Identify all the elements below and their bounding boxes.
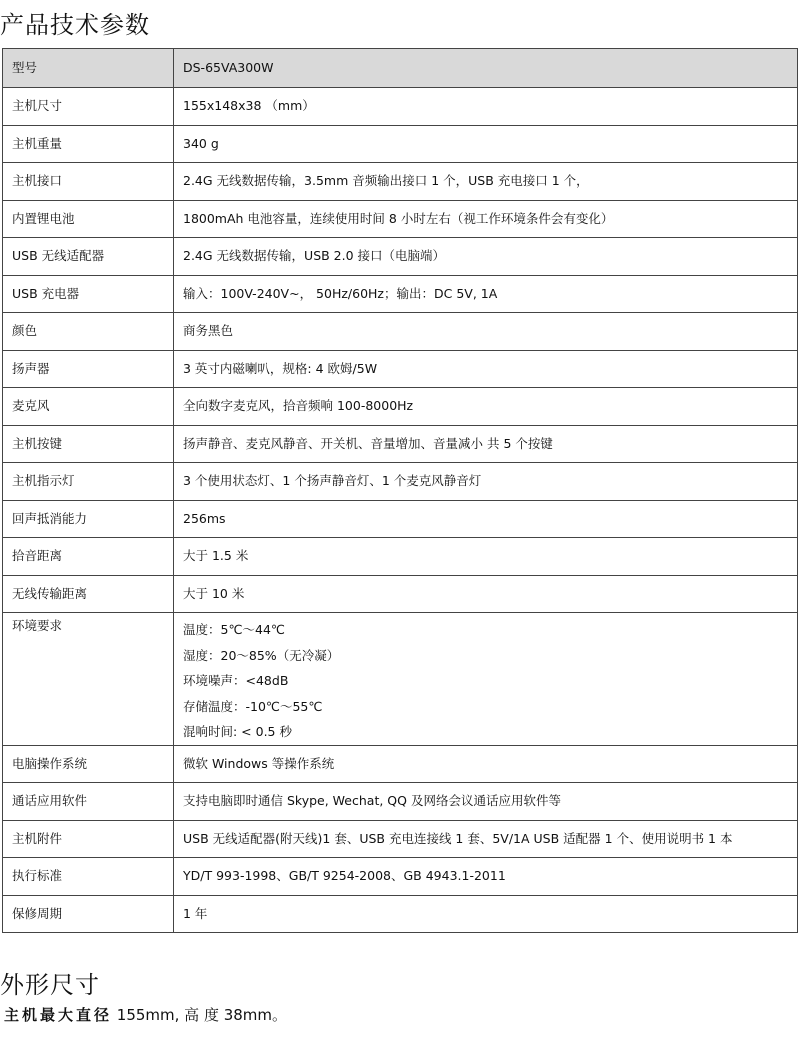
spec-value: 1 年 bbox=[174, 895, 798, 933]
spec-label: 电脑操作系统 bbox=[3, 745, 174, 783]
table-row bbox=[3, 388, 798, 426]
spec-label: 回声抵消能力 bbox=[3, 500, 174, 538]
table-row bbox=[3, 858, 798, 896]
spec-value: 2.4G 无线数据传输，USB 2.0 接口（电脑端） bbox=[174, 238, 798, 276]
table-row bbox=[3, 820, 798, 858]
spec-value: YD/T 993-1998、GB/T 9254-2008、GB 4943.1-2011 bbox=[174, 858, 798, 896]
spec-label: 内置锂电池 bbox=[3, 200, 174, 238]
spec-value: 扬声静音、麦克风静音、开关机、音量增加、音量减小 共 5 个按键 bbox=[174, 425, 798, 463]
spec-label: USB 充电器 bbox=[3, 275, 174, 313]
table-row bbox=[3, 313, 798, 351]
spec-value: 256ms bbox=[174, 500, 798, 538]
spec-label: 主机附件 bbox=[3, 820, 174, 858]
table-row bbox=[3, 88, 798, 126]
header-label: 型号 bbox=[3, 49, 174, 88]
spec-value: 1800mAh 电池容量，连续使用时间 8 小时左右（视工作环境条件会有变化） bbox=[174, 200, 798, 238]
table-row bbox=[3, 895, 798, 933]
spec-label: 执行标准 bbox=[3, 858, 174, 896]
table-row bbox=[3, 500, 798, 538]
spec-label: 主机尺寸 bbox=[3, 88, 174, 126]
environment-line: 存储温度：-10℃～55℃ bbox=[183, 698, 323, 714]
spec-label: 颜色 bbox=[3, 313, 174, 351]
spec-label: 主机指示灯 bbox=[3, 463, 174, 501]
table-row bbox=[3, 745, 798, 783]
spec-value: 340 g bbox=[174, 125, 798, 163]
page-title: 产品技术参数 bbox=[0, 11, 150, 39]
spec-value: 2.4G 无线数据传输，3.5mm 音频输出接口 1 个，USB 充电接口 1 个， bbox=[174, 163, 798, 201]
spec-value bbox=[174, 613, 798, 746]
spec-label: 主机按键 bbox=[3, 425, 174, 463]
table-row bbox=[3, 200, 798, 238]
table-row-environment bbox=[3, 613, 798, 746]
table-row bbox=[3, 238, 798, 276]
spec-label: 保修周期 bbox=[3, 895, 174, 933]
table-row bbox=[3, 783, 798, 821]
spec-label: USB 无线适配器 bbox=[3, 238, 174, 276]
spec-value: 支持电脑即时通信 Skype, Wechat, QQ 及网络会议通话应用软件等 bbox=[174, 783, 798, 821]
table-row bbox=[3, 463, 798, 501]
spec-label: 扬声器 bbox=[3, 350, 174, 388]
header-value: DS-65VA300W bbox=[174, 49, 798, 88]
spec-table bbox=[2, 48, 798, 933]
dimensions-rest-text: 155mm, 高 度 38mm。 bbox=[116, 1006, 288, 1024]
table-row bbox=[3, 575, 798, 613]
dimensions-text bbox=[4, 1003, 287, 1027]
spec-label: 主机接口 bbox=[3, 163, 174, 201]
spec-value: 3 英寸内磁喇叭，规格: 4 欧姆/5W bbox=[174, 350, 798, 388]
spec-value: 输入：100V-240V~， 50Hz/60Hz；输出：DC 5V, 1A bbox=[174, 275, 798, 313]
environment-line: 湿度：20～85%（无冷凝） bbox=[183, 647, 340, 663]
spec-label: 通话应用软件 bbox=[3, 783, 174, 821]
spec-label: 拾音距离 bbox=[3, 538, 174, 576]
dimensions-bold-text: 主机最大直径 bbox=[4, 1006, 113, 1024]
spec-label: 环境要求 bbox=[3, 613, 174, 746]
table-row bbox=[3, 275, 798, 313]
spec-value: 大于 1.5 米 bbox=[174, 538, 798, 576]
environment-line: 混响时间: < 0.5 秒 bbox=[183, 724, 292, 739]
spec-value: 全向数字麦克风，拾音频响 100-8000Hz bbox=[174, 388, 798, 426]
dimensions-title: 外形尺寸 bbox=[0, 971, 100, 999]
table-row bbox=[3, 538, 798, 576]
environment-line: 温度：5℃～44℃ bbox=[183, 622, 285, 637]
spec-value: 微软 Windows 等操作系统 bbox=[174, 745, 798, 783]
spec-value: 商务黑色 bbox=[174, 313, 798, 351]
spec-label: 麦克风 bbox=[3, 388, 174, 426]
spec-value: 大于 10 米 bbox=[174, 575, 798, 613]
table-row bbox=[3, 425, 798, 463]
table-row bbox=[3, 125, 798, 163]
spec-value: 3 个使用状态灯、1 个扬声静音灯、1 个麦克风静音灯 bbox=[174, 463, 798, 501]
table-row bbox=[3, 163, 798, 201]
environment-line: 环境噪声：<48dB bbox=[183, 673, 289, 688]
table-header-row bbox=[3, 49, 798, 88]
table-row bbox=[3, 350, 798, 388]
spec-label: 主机重量 bbox=[3, 125, 174, 163]
spec-value: USB 无线适配器(附天线)1 套、USB 充电连接线 1 套、5V/1A USB 适配器 1 个、使用说明书 1 本 bbox=[174, 820, 798, 858]
spec-label: 无线传输距离 bbox=[3, 575, 174, 613]
spec-value: 155x148x38 （mm） bbox=[174, 88, 798, 126]
